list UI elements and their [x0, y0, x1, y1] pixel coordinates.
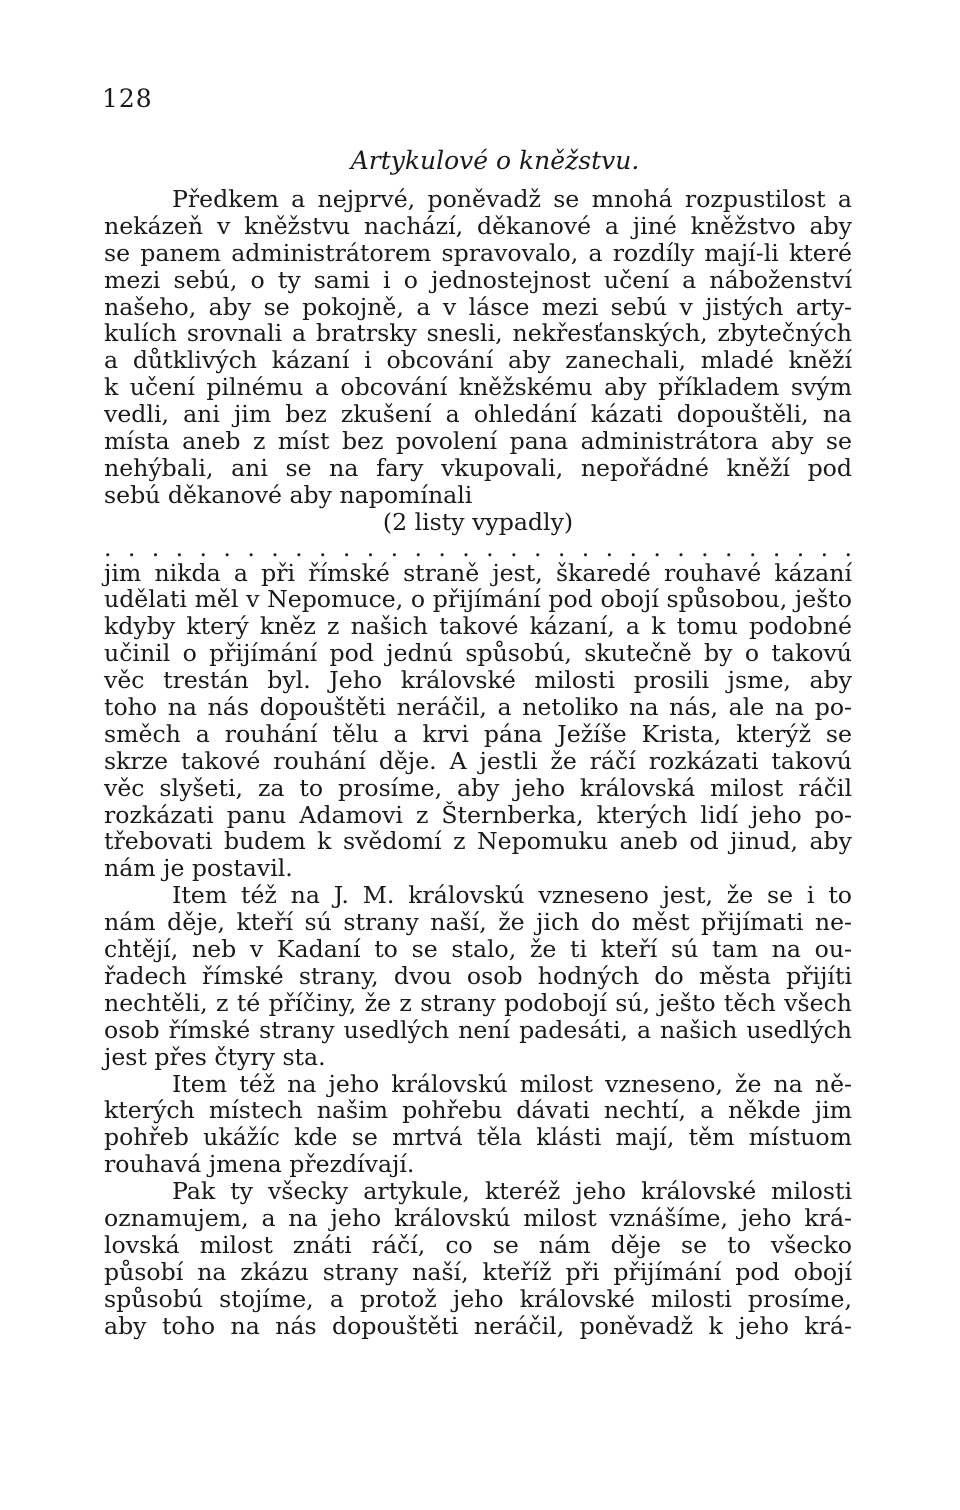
text-line: jest přes čtyry sta. [104, 1042, 326, 1071]
text-line: řadech římské strany, dvou osob hodných do města přijíti [104, 961, 852, 990]
text-line: nám děje, kteří sú strany naší, že jich do měst přijímati ne- [104, 908, 852, 937]
section-heading: Artykulové o kněžstvu. [350, 146, 640, 175]
text-line: věc slyšeti, za to prosíme, aby jeho královská milost ráčil [104, 773, 852, 802]
text-line: třebovati budem k svědomí z Nepomuku aneb od jinud, aby [104, 827, 852, 856]
text-line: rouhavá jmena přezdívají. [104, 1150, 415, 1179]
text-line: nekázeň v kněžstvu nachází, děkanové a jiné kněžstvo aby [104, 211, 852, 240]
text-line: vedli, ani jim bez zkušení a ohledání kázati dopouštěli, na [104, 400, 852, 429]
text-line: spůsobú stojíme, a protož jeho královské milosti prosíme, [104, 1284, 852, 1313]
page-number: 128 [102, 84, 153, 113]
text-line: nehýbali, ani se na fary vkupovali, nepořádné kněží pod [104, 453, 852, 482]
text-line: se panem administrátorem spravovalo, a rozdíly mají-li které [104, 238, 852, 267]
text-line: mezi sebú, o ty sami i o jednostejnost učení a náboženství [104, 265, 852, 294]
text-line: nám je postavil. [104, 854, 293, 883]
text-line: působí na zkázu strany naší, kteříž při přijímání pod obojí [104, 1257, 852, 1286]
text-line: Předkem a nejprvé, poněvadž se mnohá rozpustilost a [172, 185, 852, 213]
text-line: osob římské strany usedlých není padesáti, a našich usedlých [104, 1015, 852, 1044]
text-line: Item též na J. M. královskú vzneseno jest, že se i to [172, 881, 852, 910]
text-line: kterých místech našim pohřebu dávati nechtí, a někde jim [104, 1096, 852, 1125]
text-line: a důtklivých kázaní i obcování aby zanechali, mladé kněží [104, 346, 852, 375]
text-line: věc trestán byl. Jeho královské milosti prosili jsme, aby [104, 666, 852, 695]
text-line: jim nikda a při římské straně jest, škaredé rouhavé kázaní [104, 558, 852, 587]
omission-dots: . . . . . . . . . . . . . . . . . . . . . . . . . . . . . . . . [104, 533, 852, 562]
text-line: místa aneb z míst bez povolení pana administrátora aby se [104, 427, 852, 456]
text-line: našeho, aby se pokojně, a v lásce mezi sebú v jistých arty- [104, 292, 852, 321]
text-line: k učení pilnému a obcování kněžskému aby příkladem svým [104, 373, 852, 402]
text-line: kdyby který kněz z našich takové kázaní, a k tomu podobné [104, 612, 852, 641]
text-line: směch a rouhání tělu a krvi pána Ježíše Krista, kterýž se [104, 719, 852, 748]
text-line: toho na nás dopouštěti neráčil, a netoliko na nás, ale na po- [104, 693, 852, 722]
body-text [104, 186, 852, 1339]
text-line: oznamujem, a na jeho královskú milost vznášíme, jeho krá- [104, 1203, 852, 1232]
text-line: nechtěli, z té příčiny, že z strany podobojí sú, ješto těch všech [104, 988, 852, 1017]
text-line: udělati měl v Nepomuce, o přijímání pod obojí spůsobou, ješto [104, 585, 852, 614]
text-line: sebú děkanové aby napomínali [104, 480, 473, 509]
editorial-note: (2 listy vypadly) [382, 507, 574, 536]
text-line: chtějí, neb v Kadaní to se stalo, že ti kteří sú tam na ou- [104, 935, 852, 964]
text-line: učinil o přijímání pod jednú spůsobú, skutečně by o takovú [104, 639, 852, 668]
text-line: skrze takové rouhání děje. A jestli že ráčí rozkázati takovú [104, 746, 852, 775]
text-line: kulích srovnali a bratrsky snesli, nekřesťanských, zbytečných [104, 319, 852, 348]
text-line: Pak ty všecky artykule, kteréž jeho královské milosti [172, 1177, 852, 1206]
text-line: pohřeb ukážíc kde se mrtvá těla klásti mají, těm místuom [104, 1123, 852, 1152]
text-line: Item též na jeho královskú milost vzneseno, že na ně- [172, 1069, 852, 1098]
text-line: lovská milost znáti ráčí, co se nám děje se to všecko [104, 1230, 852, 1259]
text-line: aby toho na nás dopouštěti neráčil, poněvadž k jeho krá- [104, 1311, 852, 1340]
text-line: rozkázati panu Adamovi z Šternberka, kterých lidí jeho po- [104, 800, 852, 829]
